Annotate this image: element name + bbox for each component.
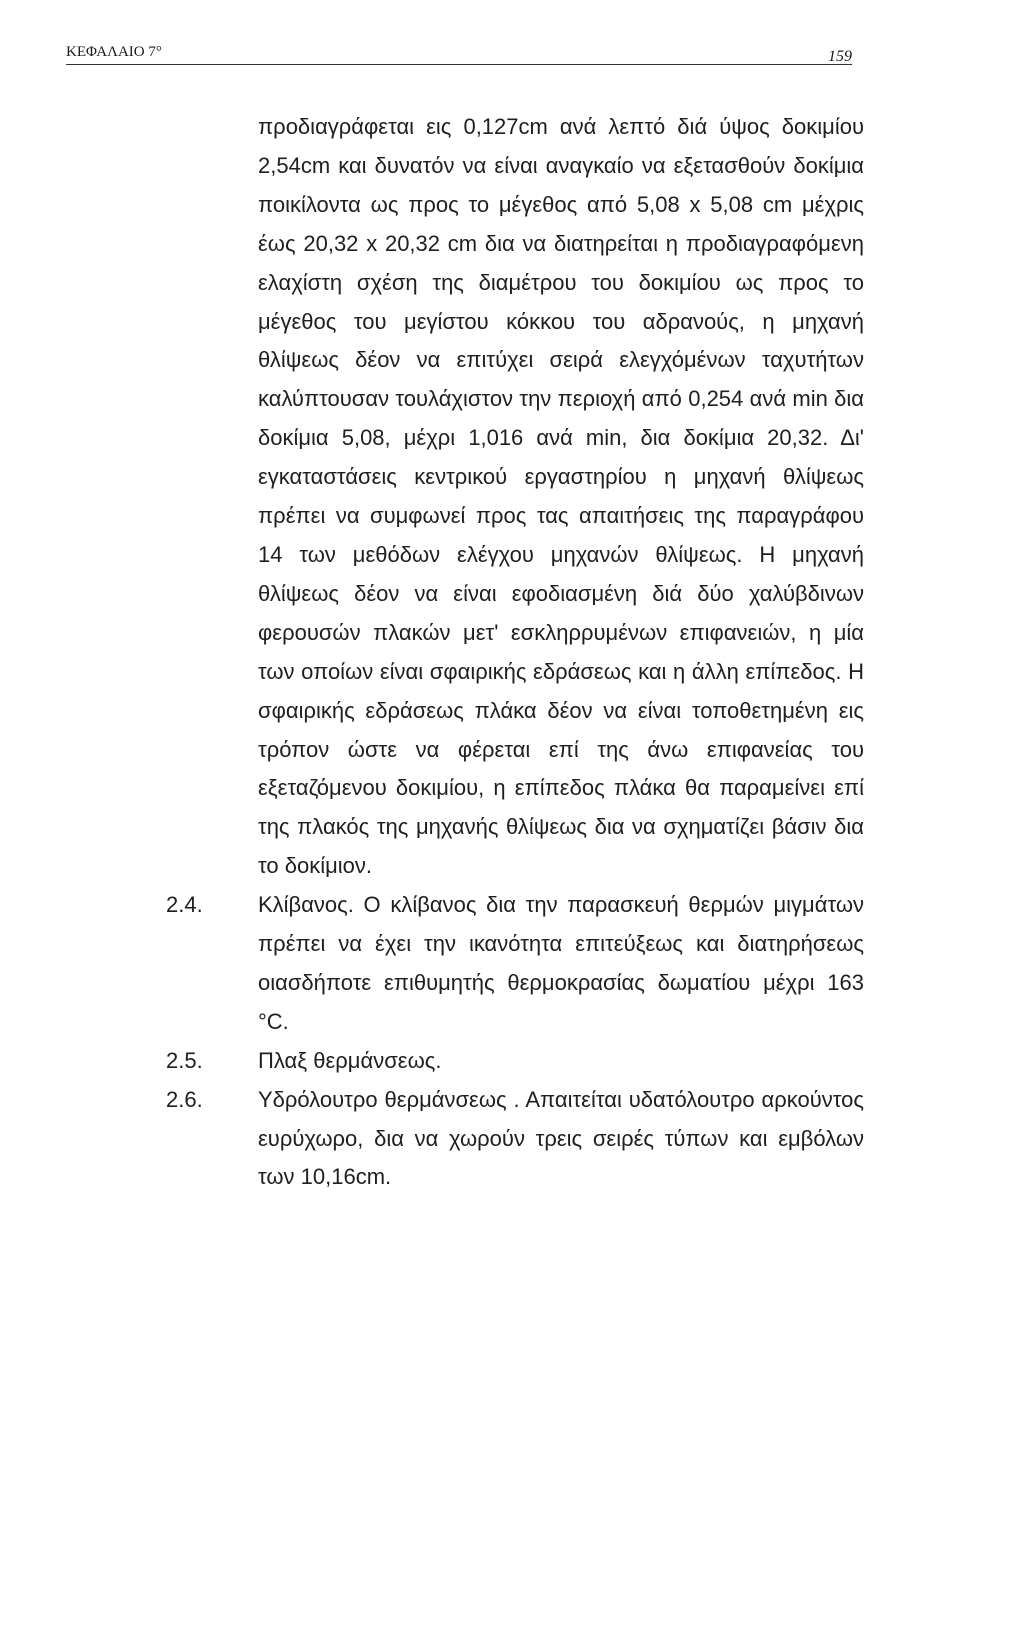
page-body bbox=[166, 108, 864, 1197]
item-text: Κλίβανος. Ο κλίβανος δια την παρασκευή θερμών μιγμάτων πρέπει να έχει την ικανότητα επιτεύξεως και διατηρήσεως οιασδήποτε επιθυμητής θερμοκρασίας δωματίου μέχρι 163 °C. bbox=[258, 892, 864, 1034]
page-number: 159 bbox=[828, 48, 852, 65]
chapter-title: ΚΕΦΑΛΑΙΟ 7° bbox=[66, 44, 162, 60]
page-header bbox=[66, 40, 852, 65]
item-text: Πλαξ θερμάνσεως. bbox=[258, 1047, 442, 1073]
item-number: 2.5. bbox=[166, 1047, 203, 1073]
continuation-paragraph: προδιαγράφεται εις 0,127cm ανά λεπτό διά ύψος δοκιμίου 2,54cm και δυνατόν να είναι αναγκαίο να εξετασθούν δοκίμια ποικίλοντα ως προς το μέγεθος από 5,08 x 5,08 cm μέχρις έως 20,32 x 20,32 cm δια να διατηρείται η προδιαγραφόμενη ελαχίστη σχέση της διαμέτρου του δοκιμίου ως προς το μέγεθος του μεγίστου κόκκου του αδρανούς, η μηχανή θλίψεως δέον να επιτύχει σειρά ελεγχόμένων ταχυτήτων καλύπτουσαν τουλάχιστον την περιοχή από 0,254 ανά min δια δοκίμια 5,08, μέχρι 1,016 ανά min, δια δοκίμια 20,32. Δι' εγκαταστάσεις κεντρικού εργαστηρίου η μηχανή θλίψεως πρέπει να συμφωνεί προς τας απαιτήσεις της παραγράφου 14 των μεθόδων ελέγχου μηχανών θλίψεως. Η μηχανή θλίψεως δέον να είναι εφοδιασμένη διά δύο χαλύβδινων φερουσών πλακών μετ' εσκληρρυμένων επιφανειών, η μία των οποίων είναι σφαιρικής εδράσεως και η άλλη επίπεδος. Η σφαιρικής εδράσεως πλάκα δέον να είναι τοποθετημένη εις τρόπον ώστε να φέρεται επί της άνω επιφανείας του εξεταζόμενου δοκιμίου, η επίπεδος πλάκα θα παραμείνει επί της πλακός της μηχανής θλίψεως δια να σχηματίζει βάσιν δια το δοκίμιον. bbox=[258, 114, 864, 879]
list-item-2-6 bbox=[166, 1081, 864, 1198]
item-number: 2.4. bbox=[166, 892, 203, 918]
item-number: 2.6. bbox=[166, 1086, 203, 1112]
list-item-2-4 bbox=[166, 886, 864, 1042]
item-text: Υδρόλουτρο θερμάνσεως . Απαιτείται υδατόλουτρο αρκούντος ευρύχωρο, δια να χωρούν τρεις σειρές τύπων και εμβόλων των 10,16cm. bbox=[258, 1086, 864, 1190]
list-item-2-5 bbox=[166, 1042, 864, 1081]
